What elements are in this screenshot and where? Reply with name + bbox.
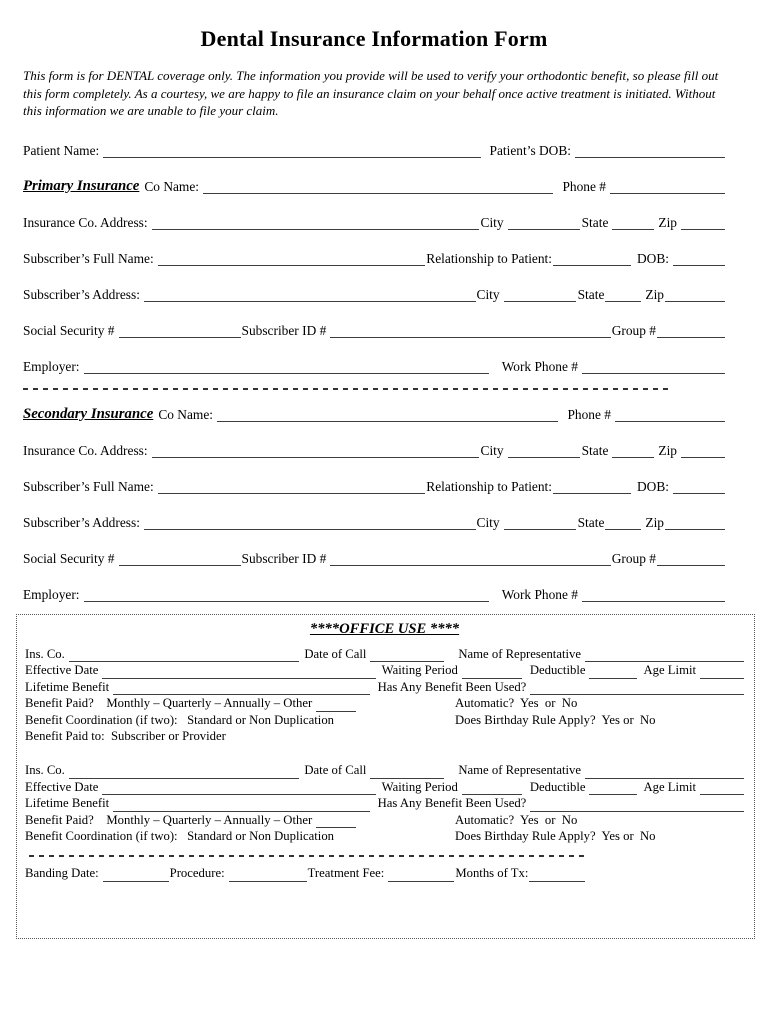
dob-field[interactable]: [673, 482, 725, 494]
ssn-field[interactable]: [119, 554, 241, 566]
ssn-field[interactable]: [119, 326, 241, 338]
co-name-label: Co Name:: [144, 178, 200, 194]
effective-date-field[interactable]: [102, 784, 375, 795]
benefit-paid-label: Benefit Paid? Monthly – Quarterly – Annually – Other: [25, 812, 313, 827]
zip-field[interactable]: [665, 518, 725, 530]
waiting-period-field[interactable]: [462, 668, 522, 679]
dob-label: DOB:: [637, 250, 669, 266]
relationship-label: Relationship to Patient:: [426, 250, 552, 266]
subscriber-address-label: Subscriber’s Address:: [23, 286, 140, 302]
subscriber-full-name-field[interactable]: [158, 254, 426, 266]
name-of-representative-field[interactable]: [585, 651, 744, 662]
zip-label: Zip: [658, 442, 677, 458]
benefit-used-field[interactable]: [530, 684, 744, 695]
relationship-field[interactable]: [553, 254, 631, 266]
employer-field[interactable]: [84, 362, 489, 374]
insurance-address-field[interactable]: [152, 446, 479, 458]
city-label: City: [476, 514, 500, 530]
work-phone-field[interactable]: [582, 590, 725, 602]
ins-co-row: [25, 646, 744, 663]
ssn-row: [23, 323, 725, 338]
city-label: City: [476, 286, 500, 302]
benefit-coordination-row: [25, 712, 744, 729]
birthday-rule-label: Does Birthday Rule Apply? Yes or No: [455, 829, 656, 844]
group-field[interactable]: [657, 326, 725, 338]
benefit-paid-other-field[interactable]: [316, 701, 356, 712]
lifetime-benefit-field[interactable]: [113, 684, 369, 695]
waiting-period-field[interactable]: [462, 784, 522, 795]
section-divider: [23, 388, 668, 390]
patient-name-field[interactable]: [103, 146, 480, 158]
benefit-paid-label: Benefit Paid? Monthly – Quarterly – Annually – Other: [25, 696, 313, 711]
city-field[interactable]: [504, 518, 576, 530]
banding-date-field[interactable]: [103, 871, 169, 882]
group-field[interactable]: [657, 554, 725, 566]
ins-co-label: Ins. Co.: [25, 763, 65, 778]
employer-label: Employer:: [23, 586, 80, 602]
work-phone-field[interactable]: [582, 362, 725, 374]
treatment-fee-label: Treatment Fee:: [307, 866, 385, 881]
procedure-label: Procedure:: [169, 866, 225, 881]
secondary-heading-row: [23, 407, 725, 422]
ins-co-field[interactable]: [69, 768, 300, 779]
zip-field[interactable]: [681, 446, 725, 458]
city-field[interactable]: [508, 218, 580, 230]
effective-date-row: [25, 662, 744, 679]
name-of-representative-label: Name of Representative: [458, 646, 581, 661]
patient-name-label: Patient Name:: [23, 142, 100, 158]
treatment-fee-field[interactable]: [388, 871, 454, 882]
state-label: State: [581, 214, 609, 230]
effective-date-row: [25, 779, 744, 796]
city-field[interactable]: [504, 290, 576, 302]
zip-field[interactable]: [681, 218, 725, 230]
primary-heading-row: [23, 179, 725, 194]
city-field[interactable]: [508, 446, 580, 458]
procedure-field[interactable]: [229, 871, 307, 882]
ssn-label: Social Security #: [23, 322, 115, 338]
benefit-coordination-label: Benefit Coordination (if two): Standard or Non Duplication: [25, 829, 335, 844]
subscriber-full-name-label: Subscriber’s Full Name:: [23, 478, 154, 494]
benefit-paid-to-label: Benefit Paid to: Subscriber or Provider: [25, 729, 226, 744]
automatic-label: Automatic? Yes or No: [455, 812, 578, 827]
months-of-tx-label: Months of Tx:: [455, 866, 529, 881]
state-field[interactable]: [612, 218, 654, 230]
phone-field[interactable]: [615, 410, 725, 422]
benefit-coordination-label: Benefit Coordination (if two): Standard or Non Duplication: [25, 712, 335, 727]
subscriber-name-row: [23, 479, 725, 494]
subscriber-address-field[interactable]: [144, 518, 476, 530]
zip-label: Zip: [658, 214, 677, 230]
city-label: City: [480, 214, 504, 230]
age-limit-field[interactable]: [700, 668, 744, 679]
primary-insurance-heading: Primary Insurance: [23, 177, 140, 194]
office-use-heading: ****OFFICE USE ****: [309, 620, 460, 637]
subscriber-address-row: [23, 515, 725, 530]
date-of-call-field[interactable]: [370, 651, 444, 662]
ins-co-label: Ins. Co.: [25, 646, 65, 661]
name-of-representative-field[interactable]: [585, 768, 744, 779]
subscriber-id-label: Subscriber ID #: [241, 550, 327, 566]
insurance-address-label: Insurance Co. Address:: [23, 442, 148, 458]
insurance-address-field[interactable]: [152, 218, 479, 230]
benefit-paid-row: [25, 695, 744, 712]
benefit-used-label: Has Any Benefit Been Used?: [377, 679, 527, 694]
patient-dob-field[interactable]: [575, 146, 725, 158]
relationship-field[interactable]: [553, 482, 631, 494]
benefit-coordination-row: [25, 828, 744, 845]
intro-text: This form is for DENTAL coverage only. The information you provide will be used to verify your orthodontic benefit, so please fill out this form completely. As a courtesy, we are happy to file an insurance claim on your behalf once active treatment is initiated. Without this information we are unable to file your claim.: [23, 68, 719, 118]
zip-label: Zip: [645, 286, 664, 302]
state-label: State: [577, 514, 605, 530]
insurance-address-row: [23, 215, 725, 230]
lifetime-benefit-field[interactable]: [113, 801, 369, 812]
benefit-paid-row: [25, 812, 744, 829]
age-limit-field[interactable]: [700, 784, 744, 795]
months-of-tx-field[interactable]: [529, 871, 585, 882]
insurance-address-label: Insurance Co. Address:: [23, 214, 148, 230]
banding-date-label: Banding Date:: [25, 866, 99, 881]
date-of-call-field[interactable]: [370, 768, 444, 779]
subscriber-address-row: [23, 287, 725, 302]
work-phone-label: Work Phone #: [501, 358, 578, 374]
deductible-label: Deductible: [529, 779, 586, 794]
subscriber-id-field[interactable]: [330, 326, 610, 338]
state-field[interactable]: [612, 446, 654, 458]
lifetime-benefit-label: Lifetime Benefit: [25, 679, 110, 694]
effective-date-label: Effective Date: [25, 663, 99, 678]
benefit-used-label: Has Any Benefit Been Used?: [377, 796, 527, 811]
waiting-period-label: Waiting Period: [381, 663, 458, 678]
subscriber-id-label: Subscriber ID #: [241, 322, 327, 338]
date-of-call-label: Date of Call: [304, 763, 367, 778]
zip-label: Zip: [645, 514, 664, 530]
dob-label: DOB:: [637, 478, 669, 494]
benefit-used-field[interactable]: [530, 801, 744, 812]
age-limit-label: Age Limit: [643, 663, 696, 678]
ins-co-field[interactable]: [69, 651, 300, 662]
subscriber-id-field[interactable]: [330, 554, 610, 566]
effective-date-field[interactable]: [102, 668, 375, 679]
city-label: City: [480, 442, 504, 458]
office-divider: [29, 855, 587, 857]
group-label: Group #: [611, 322, 656, 338]
employer-field[interactable]: [84, 590, 489, 602]
banding-row: [25, 865, 744, 882]
block-gap: [25, 745, 744, 762]
deductible-field[interactable]: [589, 668, 637, 679]
birthday-rule-label: Does Birthday Rule Apply? Yes or No: [455, 712, 656, 727]
lifetime-benefit-label: Lifetime Benefit: [25, 796, 110, 811]
patient-dob-label: Patient’s DOB:: [489, 142, 571, 158]
secondary-insurance-heading: Secondary Insurance: [23, 405, 154, 422]
age-limit-label: Age Limit: [643, 779, 696, 794]
benefit-paid-to-row: [25, 728, 744, 745]
co-name-field[interactable]: [217, 410, 558, 422]
co-name-label: Co Name:: [158, 406, 213, 422]
ssn-row: [23, 551, 725, 566]
page-title: Dental Insurance Information Form: [200, 26, 548, 51]
lifetime-benefit-row: [25, 679, 744, 696]
waiting-period-label: Waiting Period: [381, 779, 458, 794]
subscriber-address-field[interactable]: [144, 290, 476, 302]
phone-label: Phone #: [562, 178, 606, 194]
insurance-address-row: [23, 443, 725, 458]
state-label: State: [577, 286, 605, 302]
subscriber-full-name-field[interactable]: [158, 482, 426, 494]
automatic-label: Automatic? Yes or No: [455, 696, 578, 711]
effective-date-label: Effective Date: [25, 779, 99, 794]
state-field[interactable]: [605, 290, 641, 302]
employer-row: [23, 359, 725, 374]
group-label: Group #: [611, 550, 656, 566]
office-use-box: [16, 614, 755, 939]
work-phone-label: Work Phone #: [501, 586, 578, 602]
employer-label: Employer:: [23, 358, 80, 374]
employer-row: [23, 587, 725, 602]
co-name-field[interactable]: [203, 182, 553, 194]
subscriber-full-name-label: Subscriber’s Full Name:: [23, 250, 154, 266]
state-field[interactable]: [605, 518, 641, 530]
zip-field[interactable]: [665, 290, 725, 302]
name-of-representative-label: Name of Representative: [458, 763, 581, 778]
phone-field[interactable]: [610, 182, 725, 194]
patient-row: [23, 143, 725, 158]
date-of-call-label: Date of Call: [304, 646, 367, 661]
ssn-label: Social Security #: [23, 550, 115, 566]
phone-label: Phone #: [567, 406, 611, 422]
relationship-label: Relationship to Patient:: [426, 478, 552, 494]
subscriber-address-label: Subscriber’s Address:: [23, 514, 140, 530]
deductible-label: Deductible: [529, 663, 586, 678]
benefit-paid-other-field[interactable]: [316, 817, 356, 828]
dob-field[interactable]: [673, 254, 725, 266]
ins-co-row: [25, 762, 744, 779]
state-label: State: [581, 442, 609, 458]
subscriber-name-row: [23, 251, 725, 266]
lifetime-benefit-row: [25, 795, 744, 812]
deductible-field[interactable]: [589, 784, 637, 795]
